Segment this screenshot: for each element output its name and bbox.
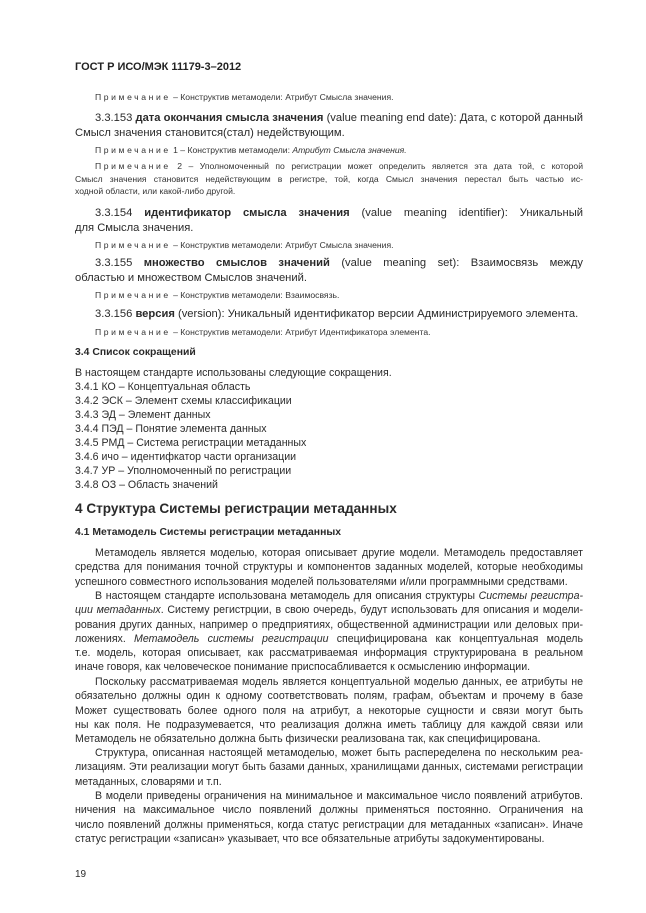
text: 19 <box>75 869 87 880</box>
text-line <box>75 746 583 760</box>
text: иначе говоря, как человеческое понимание приспосабливается к осмыслению информации. <box>75 661 531 674</box>
text: . Систему регистрции, в свою очередь, будут использовать для описания и модели- <box>160 604 583 617</box>
text: 3.3.156 <box>95 308 136 320</box>
text-line <box>75 91 583 104</box>
text: ходной области, или какой-либо другой. <box>75 186 236 197</box>
text: (value meaning set): Взаимосвязь между <box>341 257 583 269</box>
chapter-heading <box>75 500 583 518</box>
list-item <box>75 464 583 478</box>
text: Метамодель является моделью, которая описывает другие модели. Метамодель предоставляет <box>95 547 583 559</box>
body-paragraph <box>75 789 583 846</box>
text: 3.4.2 ЭСК – Элемент схемы классификации <box>75 395 292 407</box>
text-line <box>75 704 583 718</box>
text: областью и множеством Смыслов значений. <box>75 272 307 284</box>
text: Смысл значения становится(стал) недействующим. <box>75 127 345 139</box>
text-line <box>75 603 583 617</box>
text: 3.3.155 <box>95 257 144 269</box>
text-line <box>75 660 583 674</box>
text-line <box>75 818 583 832</box>
text-line <box>75 868 583 882</box>
text: Метамодель не обязательно должна быть физически реализована так, как специфицирована. <box>75 733 541 746</box>
text-line <box>75 775 583 789</box>
text-line <box>75 111 583 126</box>
term: идентификатор смысла значения <box>144 207 350 219</box>
term: дата окончания смысла значения <box>135 112 324 124</box>
section-heading <box>75 346 583 360</box>
note <box>75 326 583 339</box>
list-item <box>75 394 583 408</box>
text-line <box>75 718 583 732</box>
text-line <box>75 732 583 746</box>
note-label: Примечание <box>95 145 171 155</box>
text: 3.4.5 РМД – Система регистрации метаданных <box>75 437 307 449</box>
text-line <box>75 271 583 286</box>
text: 2 – Уполномоченный по регистрации может определить является эта дата той, с которой <box>170 161 583 171</box>
text-line <box>75 173 583 186</box>
text: 3.4.4 ПЭД – Понятие элемента данных <box>75 423 267 435</box>
text: ничения на максимальное число появлений должны применяться постоянно. Ограничения на <box>75 804 583 817</box>
text-line <box>75 832 583 846</box>
text-line <box>75 126 583 141</box>
definition-entry <box>75 307 583 322</box>
text: 3.3.153 <box>95 112 136 124</box>
body-paragraph <box>75 589 583 675</box>
text: число появлений должны применяться, когда статус регистрации для метаданных «записан». Иначе <box>75 818 583 831</box>
text: 4 Структура Системы регистрации метаданных <box>75 501 397 516</box>
text: В модели приведены ограничения на минимальное и максимальное число появлений атрибутов. <box>95 790 583 802</box>
text: т.е. модель, которая описывает, как рассматриваемая информация структурирована в реальном <box>75 647 583 660</box>
emphasis: ции метаданных <box>75 604 161 617</box>
list-item <box>75 380 583 394</box>
note-label: Примечание <box>95 327 171 337</box>
text: (value meaning identifier): Уникальный <box>361 207 583 219</box>
text: 4.1 Метамодель Системы регистрации метаданных <box>75 527 342 538</box>
list-item <box>75 408 583 422</box>
text-line <box>75 256 583 271</box>
text: средства для понимания точной структуры и компонентов заданных моделей, которые необходимы <box>75 561 583 574</box>
text: 3.4.6 ичо – идентифкатор части организации <box>75 451 297 463</box>
body-paragraph <box>75 746 583 789</box>
list-item <box>75 450 583 464</box>
text-line <box>75 560 583 574</box>
text: Смысл значения становится недействующим в регистре, той, когда Смысл значения перестал быть частью ис- <box>75 173 583 184</box>
body-paragraph <box>75 675 583 746</box>
text: рования других данных, например о предприятиях, общественной администрации или деловых при- <box>75 618 583 631</box>
text: ложениях. <box>75 632 135 645</box>
text-line <box>75 618 583 632</box>
definition-entry <box>75 206 583 236</box>
text: метаданных, словарями и т.п. <box>75 775 222 788</box>
definition-entry <box>75 256 583 286</box>
text-line <box>75 239 583 252</box>
text: специфицирована как концептуальная модель <box>336 632 583 645</box>
text-line <box>75 526 583 540</box>
note <box>75 160 583 198</box>
text-line <box>75 589 583 603</box>
text: В настоящем стандарте использована метамодель для описания структуры <box>95 590 479 602</box>
text: – Конструктив метамодели: Взаимосвязь. <box>170 290 340 300</box>
text-line <box>75 575 583 589</box>
emphasis: Системы регистра- <box>478 590 583 602</box>
text-line <box>75 346 583 360</box>
emphasis: Метамодель системы регистрации <box>134 632 329 645</box>
text: (value meaning end date): Дата, с которой данный <box>323 112 583 124</box>
note <box>75 144 583 157</box>
text-line <box>75 646 583 660</box>
text-line <box>75 326 583 339</box>
text: успешного совместного использования моделей пользователями и/или программными средствами. <box>75 575 568 588</box>
term: версия <box>135 308 175 320</box>
text-line <box>75 289 583 302</box>
text: – Конструктив метамодели: Атрибут Смысла значения. <box>170 240 394 250</box>
text: 3.4 Список сокращений <box>75 347 196 358</box>
note <box>75 289 583 302</box>
list-item <box>75 436 583 450</box>
text-line <box>75 789 583 803</box>
text: В настоящем стандарте использованы следующие сокращения. <box>75 367 392 379</box>
note-label: Примечание <box>95 240 171 250</box>
text: Структура, описанная настоящей метамоделью, может быть распеределена по нескольким реа- <box>95 747 583 759</box>
text: лизациям. Эти реализации могут быть базами данных, хранилищами данных, системами регистрации <box>75 761 583 774</box>
text-line <box>75 60 583 74</box>
text-line <box>75 675 583 689</box>
text: 3.3.154 <box>95 207 145 219</box>
page-number <box>75 868 583 882</box>
list-item <box>75 366 583 380</box>
text: 1 – Конструктив метамодели: <box>170 145 293 155</box>
note-label: Примечание <box>95 92 171 102</box>
text-line <box>75 307 583 322</box>
list-item <box>75 422 583 436</box>
note <box>75 91 583 104</box>
text: – Конструктив метамодели: Атрибут Смысла значения. <box>170 92 394 102</box>
note-label: Примечание <box>95 290 171 300</box>
section-heading <box>75 526 583 540</box>
text: 3.4.8 ОЗ – Область значений <box>75 479 218 491</box>
text: для Смысла значения. <box>75 222 194 234</box>
text: ны как поля. Не подразумевается, что реализация должна иметь таблицу для каждой связи или <box>75 718 583 731</box>
text: Может существовать более одного поля на атрибут, а некоторые сущности и связи могут быть <box>75 704 583 717</box>
text-line <box>75 185 583 198</box>
text-line <box>75 221 583 236</box>
text-line <box>75 206 583 221</box>
note-label: Примечание <box>95 161 171 171</box>
emphasis: Атрибут Смысла значения. <box>292 145 407 155</box>
list-item <box>75 478 583 492</box>
text: Поскольку рассматриваемая модель является концептуальной моделью данных, ее атрибуты не <box>95 676 583 688</box>
text-line <box>75 144 583 157</box>
text: 3.4.1 КО – Концептуальная область <box>75 381 251 393</box>
text-line <box>75 160 583 173</box>
text-line <box>75 803 583 817</box>
text: обязательно должны один к одному соответствовать полям, графам, объектам и прочему в базе <box>75 690 583 703</box>
definition-entry <box>75 111 583 141</box>
text: (version): Уникальный идентификатор версии Администрируемого элемента. <box>174 308 579 320</box>
body-paragraph <box>75 546 583 589</box>
note <box>75 239 583 252</box>
text: ГОСТ Р ИСО/МЭК 11179-3–2012 <box>75 61 242 73</box>
running-header <box>75 60 583 74</box>
text: – Конструктив метамодели: Атрибут Идентификатора элемента. <box>170 327 431 337</box>
text-line <box>75 546 583 560</box>
term: множество смыслов значений <box>143 257 330 269</box>
text-line <box>75 500 583 518</box>
text: 3.4.3 ЭД – Элемент данных <box>75 409 211 421</box>
abbreviation-list <box>75 366 583 492</box>
text-line <box>75 632 583 646</box>
text-line <box>75 689 583 703</box>
text: 3.4.7 УР – Уполномоченный по регистрации <box>75 465 292 477</box>
text-line <box>75 760 583 774</box>
text: статус регистрации «записан» указывает, что все обязательные атрибуты задокументированы. <box>75 832 545 845</box>
